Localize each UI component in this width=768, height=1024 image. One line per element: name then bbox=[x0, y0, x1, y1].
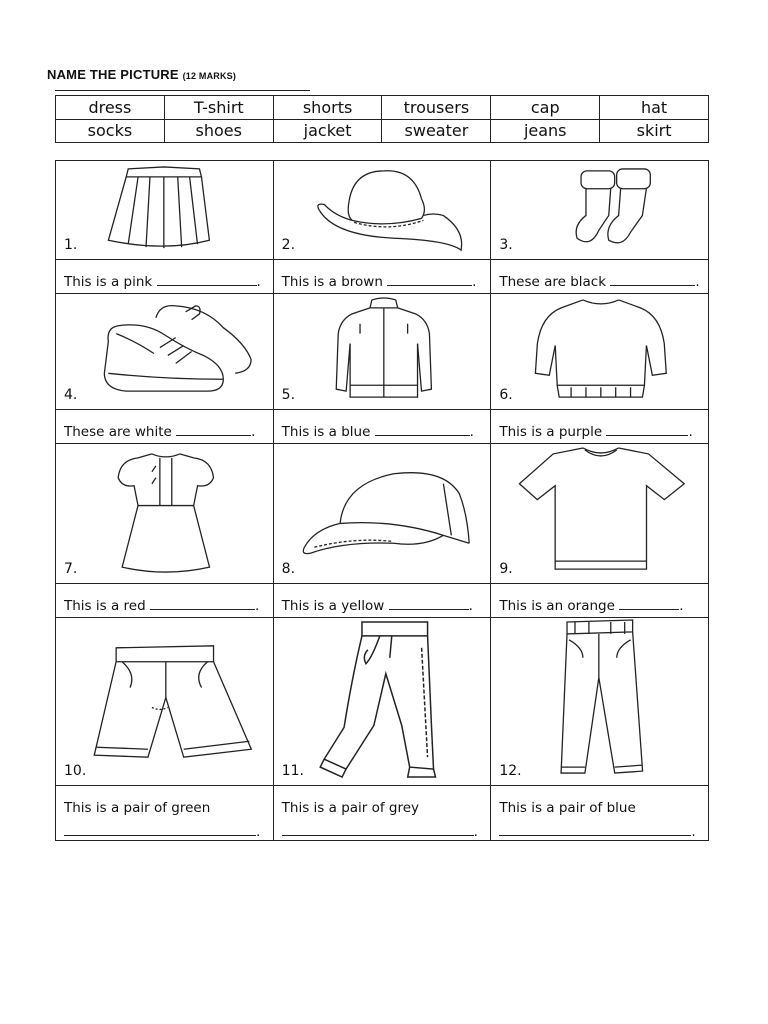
title-underline bbox=[55, 90, 310, 91]
sentence-text: This is a pink bbox=[64, 274, 153, 290]
sentence-period: . bbox=[691, 824, 696, 840]
answer-blank[interactable] bbox=[157, 275, 257, 286]
sentence-cell bbox=[274, 583, 492, 617]
sentence-text: This is a blue bbox=[281, 424, 371, 440]
picture-cell bbox=[274, 443, 492, 583]
sentence bbox=[64, 424, 255, 440]
word-bank-word: trousers bbox=[382, 96, 491, 120]
word-bank-word: jeans bbox=[491, 119, 600, 143]
answer-blank[interactable] bbox=[389, 599, 469, 610]
sentence-row bbox=[55, 785, 709, 841]
sentence-text: This is a red bbox=[64, 598, 146, 614]
picture-row bbox=[55, 617, 709, 785]
answer-blank[interactable] bbox=[64, 825, 256, 836]
sentence-cell bbox=[491, 259, 709, 293]
jacket-icon bbox=[274, 294, 491, 409]
answer-blank[interactable] bbox=[176, 425, 251, 436]
sentence-row bbox=[55, 583, 709, 617]
sentence-cell bbox=[274, 785, 492, 841]
sentence-period: . bbox=[251, 424, 256, 440]
item-number: 6. bbox=[499, 387, 513, 403]
sentence-cell bbox=[56, 409, 274, 443]
sentence-period: . bbox=[679, 598, 684, 614]
sentence-cell bbox=[274, 409, 492, 443]
sentence-text: This is a pair of blue bbox=[499, 800, 636, 816]
sentence bbox=[64, 274, 261, 290]
sentence-period: . bbox=[468, 598, 473, 614]
item-number: 8. bbox=[281, 561, 296, 577]
item-number: 10. bbox=[64, 763, 87, 779]
sentence-period: . bbox=[472, 274, 477, 290]
sentence-cell bbox=[491, 785, 709, 841]
item-number: 7. bbox=[64, 561, 78, 577]
hat-icon bbox=[274, 161, 491, 259]
answer-blank[interactable] bbox=[610, 275, 695, 286]
sentence bbox=[282, 424, 474, 440]
sentence bbox=[499, 598, 683, 614]
picture-cell bbox=[56, 617, 274, 785]
item-number: 1. bbox=[64, 237, 78, 253]
picture-cell bbox=[491, 617, 709, 785]
word-bank-word: shoes bbox=[164, 119, 273, 143]
word-bank-word: T-shirt bbox=[164, 96, 273, 120]
marks-label: (12 MARKS) bbox=[182, 71, 237, 81]
sentence-text: These are black bbox=[499, 274, 607, 290]
sentence bbox=[499, 274, 699, 290]
sentence-text: This is a pair of grey bbox=[281, 800, 420, 816]
sentence bbox=[64, 598, 259, 614]
word-bank-word: socks bbox=[56, 119, 165, 143]
answer-blank[interactable] bbox=[150, 599, 255, 610]
sentence-period: . bbox=[254, 598, 260, 614]
item-number: 3. bbox=[499, 237, 513, 253]
sentence-text: These are white bbox=[64, 424, 172, 440]
picture-cell bbox=[274, 160, 492, 259]
sentence-line-2 bbox=[499, 824, 695, 840]
picture-row bbox=[55, 443, 709, 583]
sentence-line-2 bbox=[64, 824, 260, 840]
sentence-cell bbox=[56, 259, 274, 293]
exercise-grid bbox=[55, 160, 709, 841]
answer-blank[interactable] bbox=[282, 825, 474, 836]
trousers-icon bbox=[274, 618, 491, 785]
skirt-icon bbox=[56, 161, 273, 259]
answer-blank[interactable] bbox=[375, 425, 470, 436]
shoes-icon bbox=[56, 294, 273, 409]
sentence-period: . bbox=[469, 424, 474, 440]
cap-icon bbox=[274, 444, 491, 583]
picture-cell bbox=[491, 293, 709, 409]
sentence-period: . bbox=[695, 274, 700, 290]
title-text: NAME THE PICTURE bbox=[47, 67, 183, 82]
picture-cell bbox=[56, 160, 274, 259]
sentence-cell bbox=[274, 259, 492, 293]
item-number: 5. bbox=[281, 387, 296, 403]
answer-blank[interactable] bbox=[619, 599, 679, 610]
word-bank-word: shorts bbox=[273, 96, 382, 120]
sentence-period: . bbox=[256, 274, 261, 290]
sweater-icon bbox=[491, 294, 708, 409]
tshirt-icon bbox=[491, 444, 708, 583]
picture-cell bbox=[56, 293, 274, 409]
worksheet-title bbox=[47, 67, 236, 82]
word-bank-word: skirt bbox=[600, 119, 709, 143]
item-number: 12. bbox=[499, 763, 522, 779]
answer-blank[interactable] bbox=[606, 425, 688, 436]
sentence-text: This is a pair of green bbox=[64, 800, 211, 816]
word-bank-word: hat bbox=[600, 96, 709, 120]
sentence-period: . bbox=[688, 424, 693, 440]
word-bank-row bbox=[56, 119, 709, 143]
sentence-period: . bbox=[256, 824, 261, 840]
sentence-text: This is an orange bbox=[499, 598, 615, 614]
dress-icon bbox=[56, 444, 273, 583]
sentence-line-2 bbox=[282, 824, 478, 840]
picture-cell bbox=[274, 617, 492, 785]
sentence bbox=[499, 424, 692, 440]
sentence-text: This is a brown bbox=[281, 274, 383, 290]
answer-blank[interactable] bbox=[387, 275, 472, 286]
word-bank-word: cap bbox=[491, 96, 600, 120]
picture-cell bbox=[491, 160, 709, 259]
sentence-cell bbox=[56, 583, 274, 617]
picture-row bbox=[55, 160, 709, 259]
sentence bbox=[282, 598, 473, 614]
socks-icon bbox=[491, 161, 708, 259]
sentence-text: This is a purple bbox=[499, 424, 603, 440]
item-number: 2. bbox=[281, 237, 296, 253]
sentence bbox=[282, 274, 477, 290]
picture-cell bbox=[491, 443, 709, 583]
answer-blank[interactable] bbox=[499, 825, 691, 836]
word-bank-row bbox=[56, 96, 709, 120]
sentence-period: . bbox=[473, 824, 478, 840]
shorts-icon bbox=[56, 618, 273, 785]
jeans-icon bbox=[491, 618, 708, 785]
item-number: 9. bbox=[499, 561, 513, 577]
word-bank-word: jacket bbox=[273, 119, 382, 143]
picture-cell bbox=[274, 293, 492, 409]
word-bank bbox=[55, 95, 709, 143]
sentence-row bbox=[55, 259, 709, 293]
sentence-text: This is a yellow bbox=[281, 598, 385, 614]
item-number: 11. bbox=[281, 763, 304, 779]
word-bank-word: sweater bbox=[382, 119, 491, 143]
item-number: 4. bbox=[64, 387, 78, 403]
sentence-cell bbox=[56, 785, 274, 841]
picture-cell bbox=[56, 443, 274, 583]
sentence-row bbox=[55, 409, 709, 443]
sentence-cell bbox=[491, 583, 709, 617]
sentence-cell bbox=[491, 409, 709, 443]
picture-row bbox=[55, 293, 709, 409]
word-bank-word: dress bbox=[56, 96, 165, 120]
